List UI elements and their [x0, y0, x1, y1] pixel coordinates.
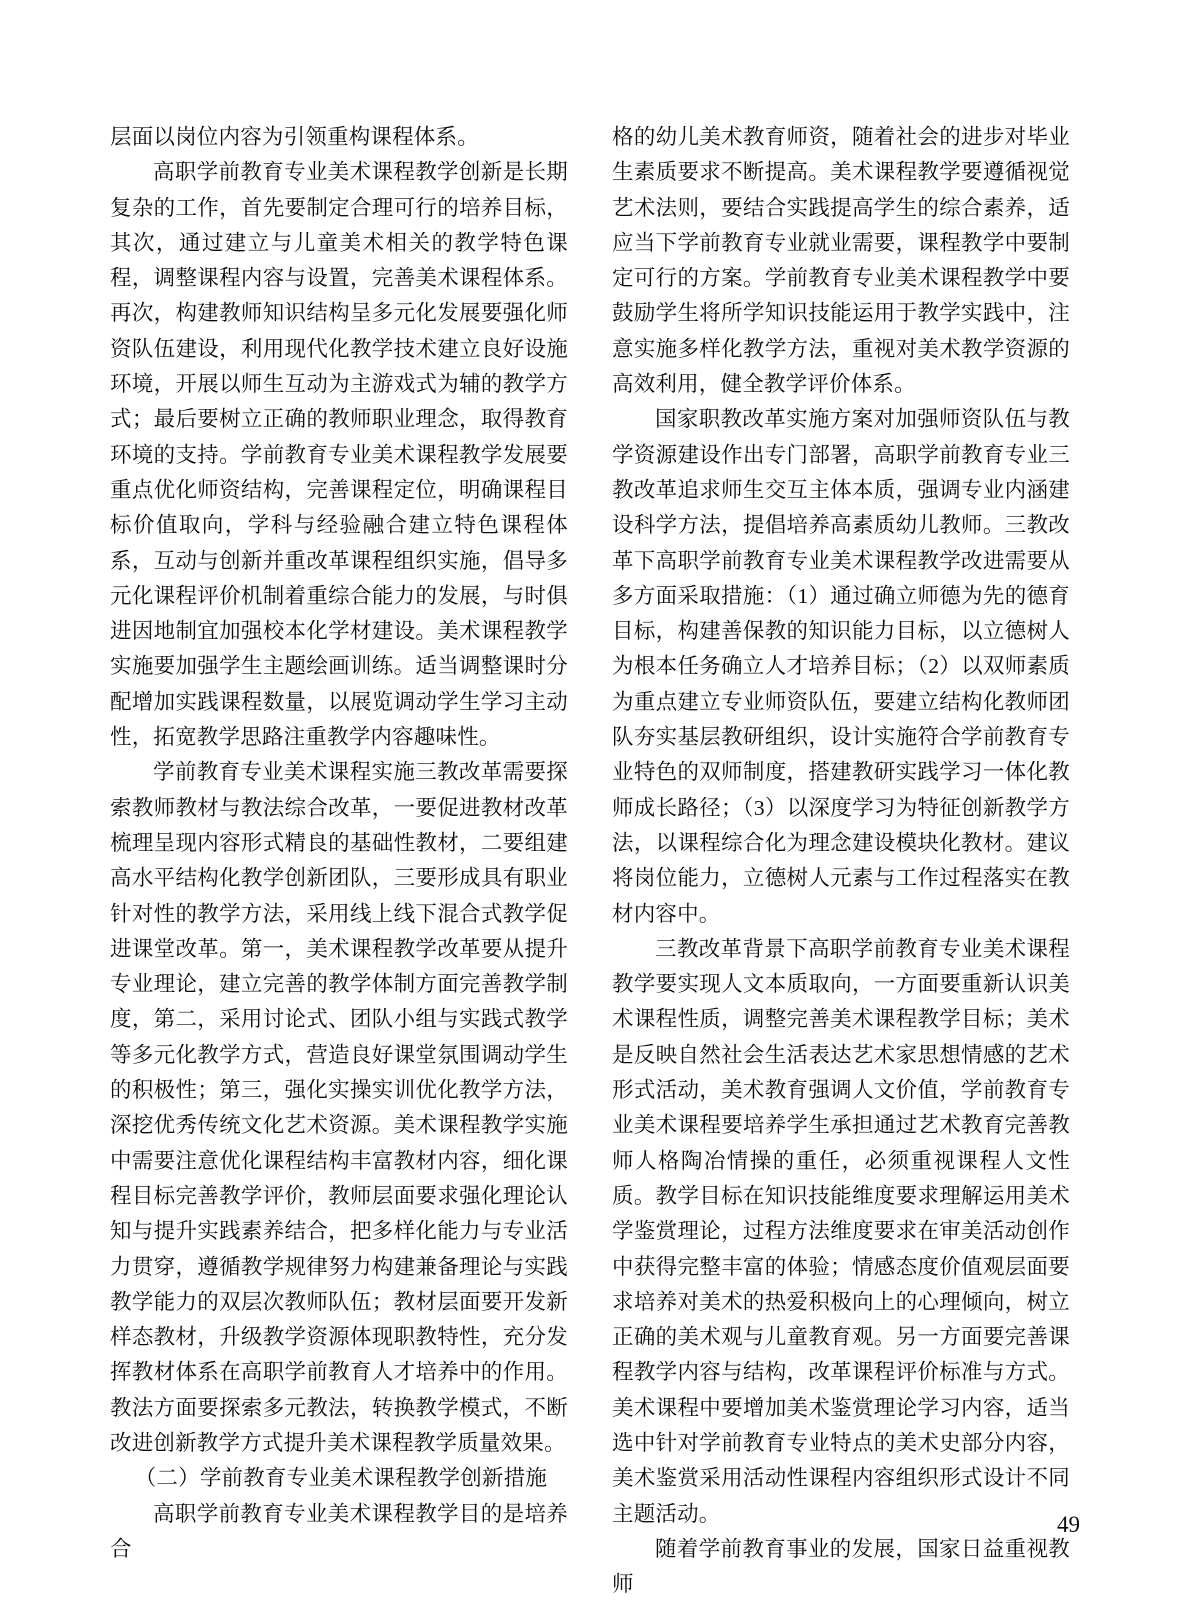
paragraph: 格的幼儿美术教育师资，随着社会的进步对毕业生素质要求不断提高。美术课程教学要遵循视觉艺术法则，要结合实践提高学生的综合素养，适应当下学前教育专业就业需要，课程教学中要制定可行的方案。学前教育专业美术课程教学中要鼓励学生将所学知识技能运用于教学实践中，注意实施多样化教学方法，重视对美术教学资源的高效利用，健全教学评价体系。: [612, 125, 1070, 397]
paragraph: 学前教育专业美术课程实施三教改革需要探索教师教材与教法综合改革，一要促进教材改革梳理呈现内容形式精良的基础性教材，二要组建高水平结构化教学创新团队，三要形成具有职业针对性的教学方法，采用线上线下混合式教学促进课堂改革。第一，美术课程教学改革要从提升专业理论，建立完善的教学体制方面完善教学制度，第二，采用讨论式、团队小组与实践式教学等多元化教学方式，营造良好课堂氛围调动学生的积极性；第三，强化实操实训优化教学方法，深挖优秀传统文化艺术资源。美术课程教学实施中需要注意优化课程结构丰富教材内容，细化课程目标完善教学评价，教师层面要求强化理论认知与提升实践素养结合，把多样化能力与专业活力贯穿，遵循教学规律努力构建兼备理论与实践教学能力的双层次教师队伍；教材层面要开发新样态教材，升级教学资源体现职教特性，充分发挥教材体系在高职学前教育人才培养中的作用。教法方面要探索多元教法，转换教学模式，不断改进创新教学方式提升美术课程教学质量效果。: [110, 760, 568, 1455]
paragraph: 高职学前教育专业美术课程教学创新是长期复杂的工作，首先要制定合理可行的培养目标，其次，通过建立与儿童美术相关的教学特色课程，调整课程内容与设置，完善美术课程体系。再次，构建教师知识结构呈多元化发展要强化师资队伍建设，利用现代化教学技术建立良好设施环境，开展以师生互动为主游戏式为辅的教学方式；最后要树立正确的教师职业理念，取得教育环境的支持。学前教育专业美术课程教学发展要重点优化师资结构，完善课程定位，明确课程目标价值取向，学科与经验融合建立特色课程体系，互动与创新并重改革课程组织实施，倡导多元化课程评价机制着重综合能力的发展，与时俱进因地制宜加强校本化学材建设。美术课程教学实施要加强学生主题绘画训练。适当调整课时分配增加实践课程数量，以展览调动学生学习主动性，拓宽教学思路注重教学内容趣味性。: [110, 160, 568, 750]
paragraph: 国家职教改革实施方案对加强师资队伍与教学资源建设作出专门部署，高职学前教育专业三教改革追求师生交互主体本质，强调专业内涵建设科学方法，提倡培养高素质幼儿教师。三教改革下高职学前教育专业美术课程教学改进需要从多方面采取措施：（1）通过确立师德为先的德育目标，构建善保教的知识能力目标，以立德树人为根本任务确立人才培养目标；（2）以双师素质为重点建立专业师资队伍，要建立结构化教师团队夯实基层教研组织，设计实施符合学前教育专业特色的双师制度，搭建教研实践学习一体化教师成长路径；（3）以深度学习为特征创新教学方法，以课程综合化为理念建设模块化教材。建议将岗位能力，立德树人元素与工作过程落实在教材内容中。: [612, 407, 1070, 926]
paragraph: 层面以岗位内容为引领重构课程体系。: [110, 125, 479, 149]
right-text-column: [612, 120, 1070, 1602]
section-subheading: （二）学前教育专业美术课程教学创新措施: [134, 1466, 548, 1491]
paragraph: 随着学前教育事业的发展，国家日益重视教师: [612, 1536, 1070, 1597]
paragraph: 高职学前教育专业美术课程教学目的是培养合: [110, 1501, 568, 1561]
paragraph: 三教改革背景下高职学前教育专业美术课程教学要实现人文本质取向，一方面要重新认识美术课程性质，调整完善美术课程教学目标；美术是反映自然社会生活表达艺术家思想情感的艺术形式活动，美术教育强调人文价值，学前教育专业美术课程要培养学生承担通过艺术教育完善教师人格陶冶情操的重任，必须重视课程人文性质。教学目标在知识技能维度要求理解运用美术学鉴赏理论，过程方法维度要求在审美活动创作中获得完整丰富的体验；情感态度价值观层面要求培养对美术的热爱积极向上的心理倾向，树立正确的美术观与儿童教育观。另一方面要完善课程教学内容与结构，改革课程评价标准与方式。美术课程中要增加美术鉴赏理论学习内容，适当选中针对学前教育专业特点的美术史部分内容，美术鉴赏采用活动性课程内容组织形式设计不同主题活动。: [612, 936, 1070, 1526]
page-number: 49: [1057, 1512, 1080, 1537]
left-text-column: [110, 120, 568, 1567]
